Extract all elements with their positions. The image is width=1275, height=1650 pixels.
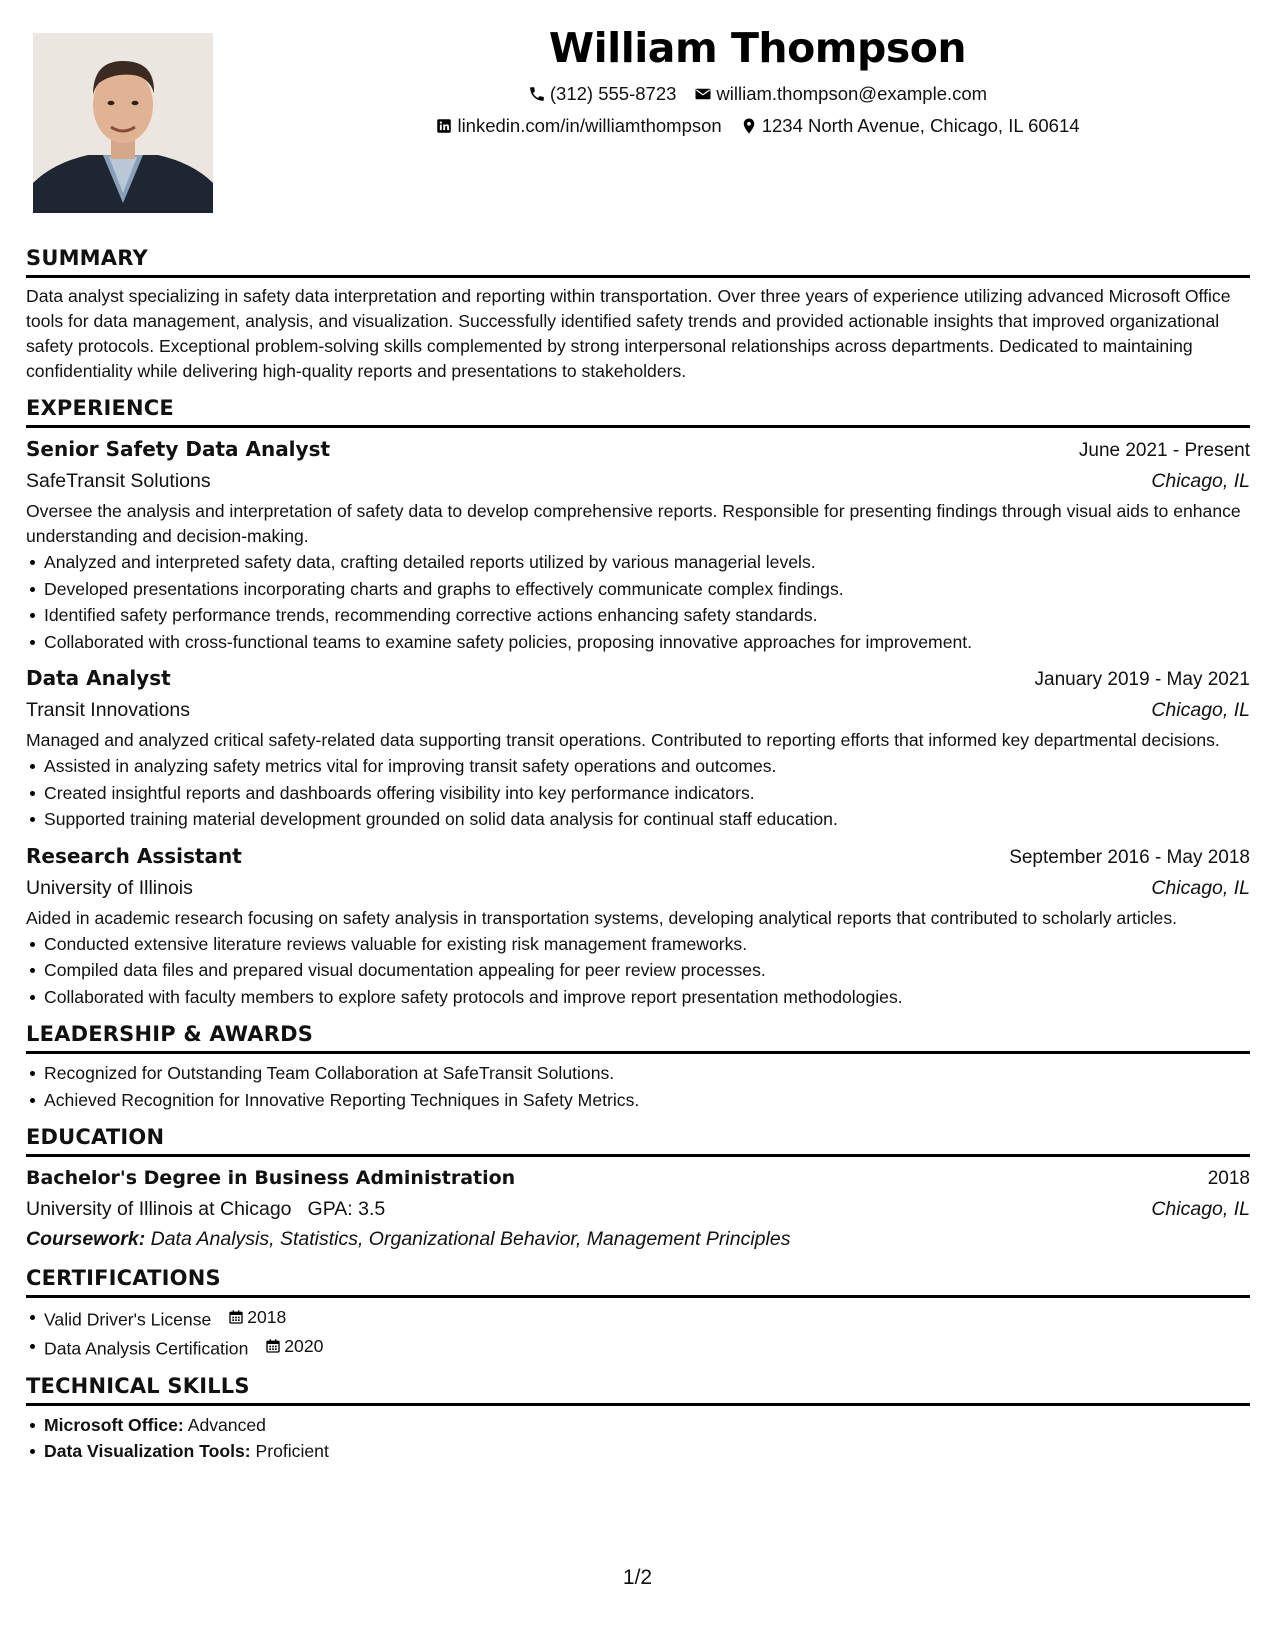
envelope-icon: [694, 85, 712, 103]
section-divider: [26, 425, 1250, 428]
page-number: 1/2: [622, 1566, 653, 1589]
certification-year: 2018: [247, 1307, 287, 1327]
summary-text: Data analyst specializing in safety data interpretation and reporting within transportation. Over three years of experience utilizing advanced Microsoft Office tools for data management, analysis, and visualization. Successfully identified safety trends and provided actionable insights that improved organizational safety protocols. Exceptional problem-solving skills complemented by strong interpersonal relationships across departments. Dedicated to maintaining confidentiality while delivering high-quality reports and presentations to stakeholders.: [26, 286, 1231, 381]
list-item: Collaborated with cross-functional teams to examine safety policies, proposing innovative approaches for improvement.: [26, 629, 1250, 656]
job-description: Managed and analyzed critical safety-related data supporting transit operations. Contributed to reporting efforts that informed key departmental decisions.: [26, 730, 1220, 750]
linkedin-icon: [435, 117, 453, 135]
list-item: [26, 1304, 1250, 1333]
certification-name: Data Analysis Certification: [44, 1338, 249, 1358]
candidate-name: William Thompson: [548, 24, 967, 72]
linkedin-contact[interactable]: [435, 114, 721, 138]
list-item: Achieved Recognition for Innovative Reporting Techniques in Safety Metrics.: [26, 1087, 1250, 1114]
education-section: [26, 1123, 1250, 1254]
job-dates: June 2021 - Present: [1078, 440, 1250, 461]
certifications-list: [26, 1304, 1250, 1362]
certification-date: [228, 1304, 286, 1331]
list-item: Assisted in analyzing safety metrics vital for improving transit safety operations and outcomes.: [26, 753, 1250, 780]
job-entry: [26, 841, 1250, 1011]
email-address: william.thompson@example.com: [716, 83, 988, 104]
job-bullets: [26, 931, 1250, 1011]
linkedin-url: linkedin.com/in/williamthompson: [457, 115, 722, 136]
address-contact: [740, 114, 1080, 138]
section-divider: [26, 275, 1250, 278]
phone-number: (312) 555-8723: [549, 83, 677, 104]
job-entry: [26, 663, 1250, 833]
list-item: Compiled data files and prepared visual documentation appealing for peer review processes.: [26, 957, 1250, 984]
job-description: Oversee the analysis and interpretation of safety data to develop comprehensive reports. Responsible for presenting findings through visual aids to enhance understanding and decision-making.: [26, 501, 1241, 546]
job-title: Data Analyst: [26, 666, 171, 690]
list-item: Developed presentations incorporating charts and graphs to effectively communicate complex findings.: [26, 576, 1250, 603]
contact-line-2: [240, 114, 1275, 138]
experience-section: [26, 394, 1250, 1010]
coursework-list: Data Analysis, Statistics, Organizational Behavior, Management Principles: [150, 1228, 791, 1250]
job-entry: [26, 434, 1250, 655]
skill-level: Advanced: [187, 1414, 266, 1435]
list-item: Recognized for Outstanding Team Collaboration at SafeTransit Solutions.: [26, 1060, 1250, 1087]
list-item: Created insightful reports and dashboards offering visibility into key performance indicators.: [26, 780, 1250, 807]
summary-section: [26, 244, 1250, 384]
company-name: Transit Innovations: [26, 699, 191, 721]
leadership-section: [26, 1020, 1250, 1113]
coursework: [26, 1224, 1250, 1254]
company-name: University of Illinois: [26, 876, 193, 899]
skill-name: Microsoft Office:: [44, 1414, 184, 1435]
section-title: LEADERSHIP & AWARDS: [26, 1022, 314, 1046]
skill-name: Data Visualization Tools:: [44, 1441, 251, 1461]
coursework-label: Coursework:: [26, 1228, 146, 1250]
email-contact[interactable]: [694, 82, 987, 106]
job-location: Chicago, IL: [1151, 876, 1250, 899]
section-divider: [26, 1295, 1250, 1298]
section-title: SUMMARY: [26, 246, 148, 270]
section-divider: [26, 1403, 1250, 1406]
section-divider: [26, 1051, 1250, 1054]
resume-header: [240, 20, 1275, 138]
section-title: EDUCATION: [26, 1125, 165, 1149]
list-item: Analyzed and interpreted safety data, crafting detailed reports utilized by various managerial levels.: [26, 549, 1250, 576]
certifications-section: [26, 1264, 1250, 1362]
list-item: [26, 1333, 1250, 1362]
gpa: GPA: 3.5: [307, 1198, 386, 1220]
list-item: Supported training material development grounded on solid data analysis for continual staff education.: [26, 806, 1250, 833]
calendar-icon: [228, 1309, 244, 1325]
calendar-icon: [265, 1338, 281, 1354]
job-bullets: [26, 753, 1250, 833]
street-address: 1234 North Avenue, Chicago, IL 60614: [761, 115, 1080, 136]
phone-contact[interactable]: [528, 82, 677, 106]
list-item: [26, 1438, 1250, 1465]
list-item: Collaborated with faculty members to explore safety protocols and improve report presentation methodologies.: [26, 984, 1250, 1011]
company-name: SafeTransit Solutions: [26, 470, 211, 492]
resume-body: [26, 244, 1250, 1475]
job-title: Research Assistant: [26, 843, 242, 868]
certification-name: Valid Driver's License: [44, 1309, 212, 1330]
job-title: Senior Safety Data Analyst: [26, 437, 331, 461]
profile-photo: [33, 33, 213, 213]
degree-name: Bachelor's Degree in Business Administration: [26, 1167, 516, 1189]
contact-line-1: [240, 82, 1275, 106]
section-title: CERTIFICATIONS: [26, 1266, 221, 1290]
job-dates: January 2019 - May 2021: [1034, 669, 1250, 690]
map-pin-icon: [740, 117, 758, 135]
job-location: Chicago, IL: [1151, 699, 1250, 721]
job-description: Aided in academic research focusing on safety analysis in transportation systems, developing analytical reports that contributed to scholarly articles.: [26, 907, 1178, 928]
job-location: Chicago, IL: [1151, 470, 1250, 492]
school-location: Chicago, IL: [1151, 1198, 1250, 1220]
school-name: University of Illinois at Chicago: [26, 1198, 292, 1220]
school-info: [26, 1194, 385, 1224]
skill-level: Proficient: [255, 1441, 329, 1461]
certification-year: 2020: [284, 1335, 324, 1356]
section-title: TECHNICAL SKILLS: [26, 1373, 250, 1398]
skills-section: [26, 1372, 1250, 1465]
job-bullets: [26, 549, 1250, 655]
phone-icon: [528, 85, 546, 103]
job-dates: September 2016 - May 2018: [1009, 846, 1250, 868]
list-item: [26, 1412, 1250, 1439]
section-divider: [26, 1154, 1250, 1157]
skills-list: [26, 1412, 1250, 1465]
certification-date: [265, 1333, 323, 1360]
list-item: Conducted extensive literature reviews valuable for existing risk management frameworks.: [26, 931, 1250, 958]
graduation-year: 2018: [1207, 1168, 1250, 1189]
awards-list: [26, 1060, 1250, 1113]
section-title: EXPERIENCE: [26, 396, 174, 420]
list-item: Identified safety performance trends, recommending corrective actions enhancing safety standards.: [26, 602, 1250, 629]
